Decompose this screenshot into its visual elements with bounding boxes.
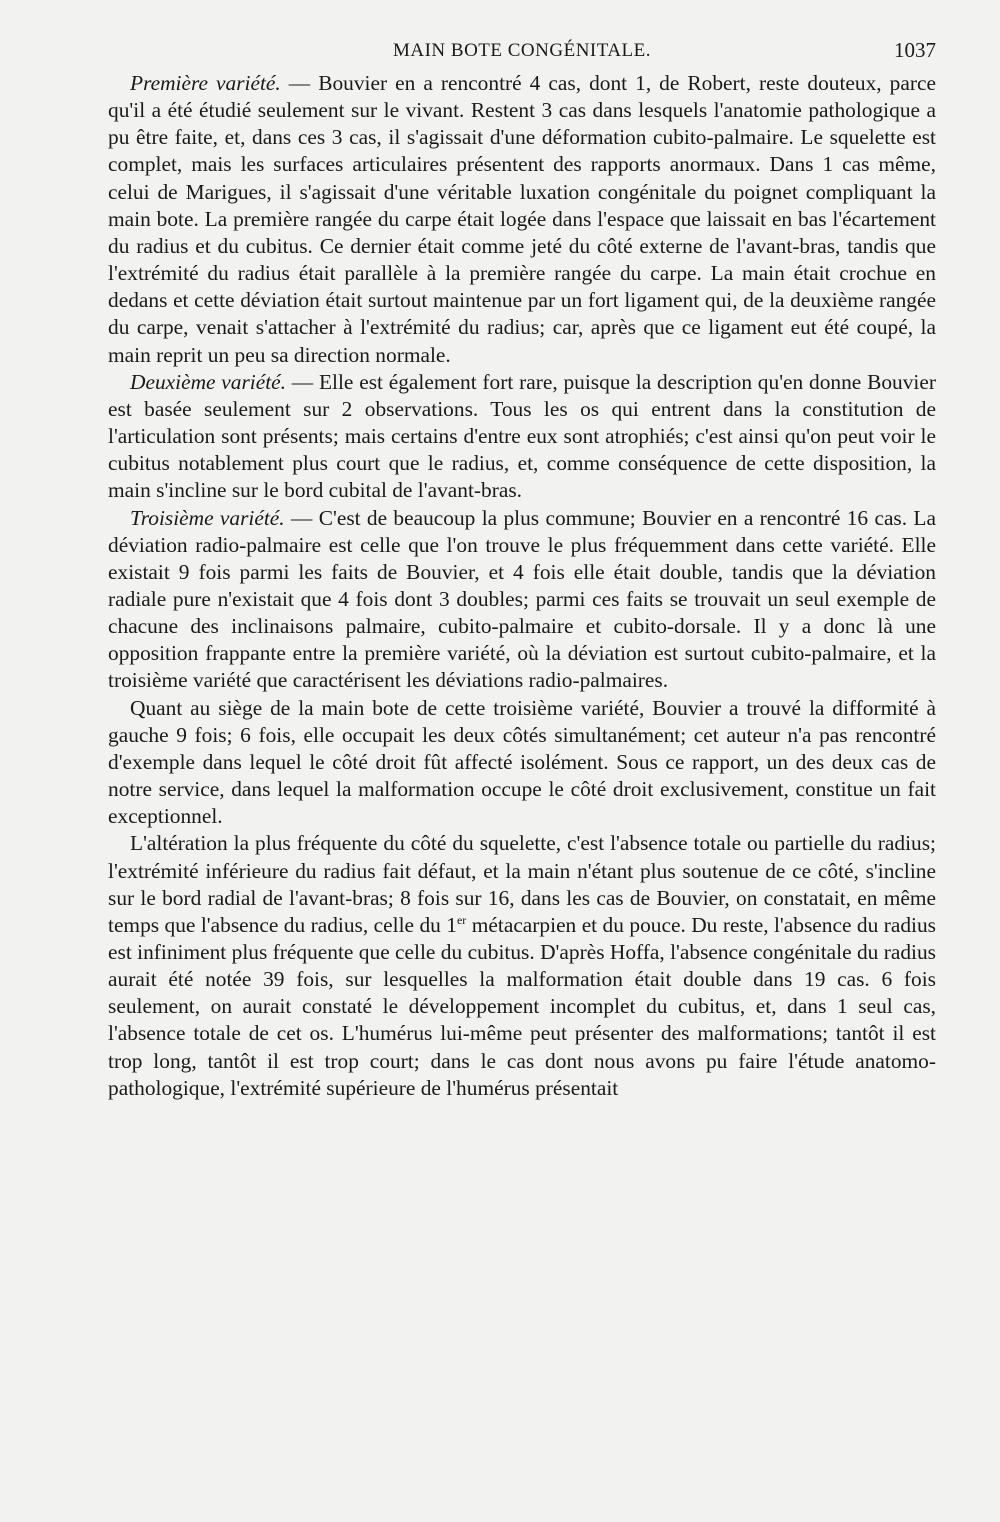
page-number: 1037: [894, 38, 936, 62]
paragraph-text: Quant au siège de la main bote de cette troisième variété, Bouvier a trouvé la difformité à gauche 9 fois; 6 fois, elle occupait les deux côtés simultanément; cet auteur n'a pas rencontré d'exemple dans lequel le côté droit fût affecté isolément. Sous ce rapport, un des deux cas de notre service, dans lequel la malformation occupe le côté droit exclusivement, constitue un fait exceptionnel.: [108, 695, 936, 829]
paragraph-deuxieme-variete: [108, 369, 936, 505]
paragraph-siege: [108, 695, 936, 831]
ordinal-superscript: er: [456, 912, 467, 927]
paragraph-text: — Elle est également fort rare, puisque la description qu'en donne Bouvier est basée seulement sur 2 observations. Tous les os qui entrent dans la constitution de l'articulation sont présents; mais certains d'entre eux sont atrophiés; c'est ainsi qu'on peut voir le cubitus notablement plus court que le radius, et, comme conséquence de cette disposition, la main s'incline sur le bord cubital de l'avant-bras.: [108, 369, 936, 503]
paragraph-text-part1: L'altération la plus fréquente du côté du squelette, c'est l'absence totale ou partielle du radius; l'extrémité inférieure du radius fait défaut, et la main n'étant plus soutenue de ce côté, s'incline sur le bord radial de l'avant-bras; 8 fois sur 16, dans les cas de Bouvier, on constatait, en même temps que l'absence du radius, celle du 1: [108, 831, 936, 937]
body-text: [108, 70, 936, 1102]
variety-heading: Troisième variété.: [130, 505, 285, 530]
variety-heading: Première variété.: [130, 71, 281, 95]
variety-heading: Deuxième variété.: [130, 369, 287, 394]
paragraph-alteration: [108, 830, 936, 1102]
paragraph-troisieme-variete: [108, 505, 936, 695]
paragraph-text: — C'est de beaucoup la plus commune; Bouvier en a rencontré 16 cas. La déviation radio-palmaire est celle que l'on trouve le plus fréquemment dans cette variété. Elle existait 9 fois parmi les faits de Bouvier, et 4 fois elle était double, tandis que la déviation radiale pure n'existait que 4 fois dont 3 doubles; parmi ces faits se trouvait un seul exemple de chacune des inclinaisons palmaire, cubito-palmaire et cubito-dorsale. Il y a donc là une opposition frappante entre la première variété, où la déviation est surtout cubito-palmaire, et la troisième variété que caractérisent les déviations radio-palmaires.: [108, 505, 936, 693]
running-head: MAIN BOTE CONGÉNITALE.: [392, 40, 652, 61]
paragraph-text: — Bouvier en a rencontré 4 cas, dont 1, de Robert, reste douteux, parce qu'il a été étudié seulement sur le vivant. Restent 3 cas dans lesquels l'anatomie pathologique a pu être faite, et, dans ces 3 cas, il s'agissait d'une déformation cubito-palmaire. Le squelette est complet, mais les surfaces articulaires présentent des rapports anormaux. Dans 1 cas même, celui de Marigues, il s'agissait d'une véritable luxation congénitale du poignet compliquant la main bote. La première rangée du carpe était logée dans l'espace que laissait en bas l'écartement du radius et du cubitus. Ce dernier était comme jeté du côté externe de l'avant-bras, tandis que l'extrémité du radius était parallèle à la première rangée du carpe. La main était crochue en dedans et cette déviation était surtout maintenue par un fort ligament qui, de la deuxième rangée du carpe, venait s'attacher à l'extrémité du radius; car, après que ce ligament eut été coupé, la main reprit un peu sa direction normale.: [108, 71, 936, 367]
paragraph-premiere-variete: [108, 70, 936, 369]
page-header: [108, 38, 936, 66]
paragraph-text-part2: métacarpien et du pouce. Du reste, l'absence du radius est infiniment plus fréquente que celle du cubitus. D'après Hoffa, l'absence congénitale du radius aurait été notée 39 fois, sur lesquelles la malformation était double dans 19 cas. 6 fois seulement, on aurait constaté le développement incomplet du cubitus, et, dans 1 seul cas, l'absence totale de cet os. L'humérus lui-même peut présenter des malformations; tantôt il est trop long, tantôt il est trop court; dans le cas dont nous avons pu faire l'étude anatomo-pathologique, l'extrémité supérieure de l'humérus présentait: [108, 912, 936, 1100]
